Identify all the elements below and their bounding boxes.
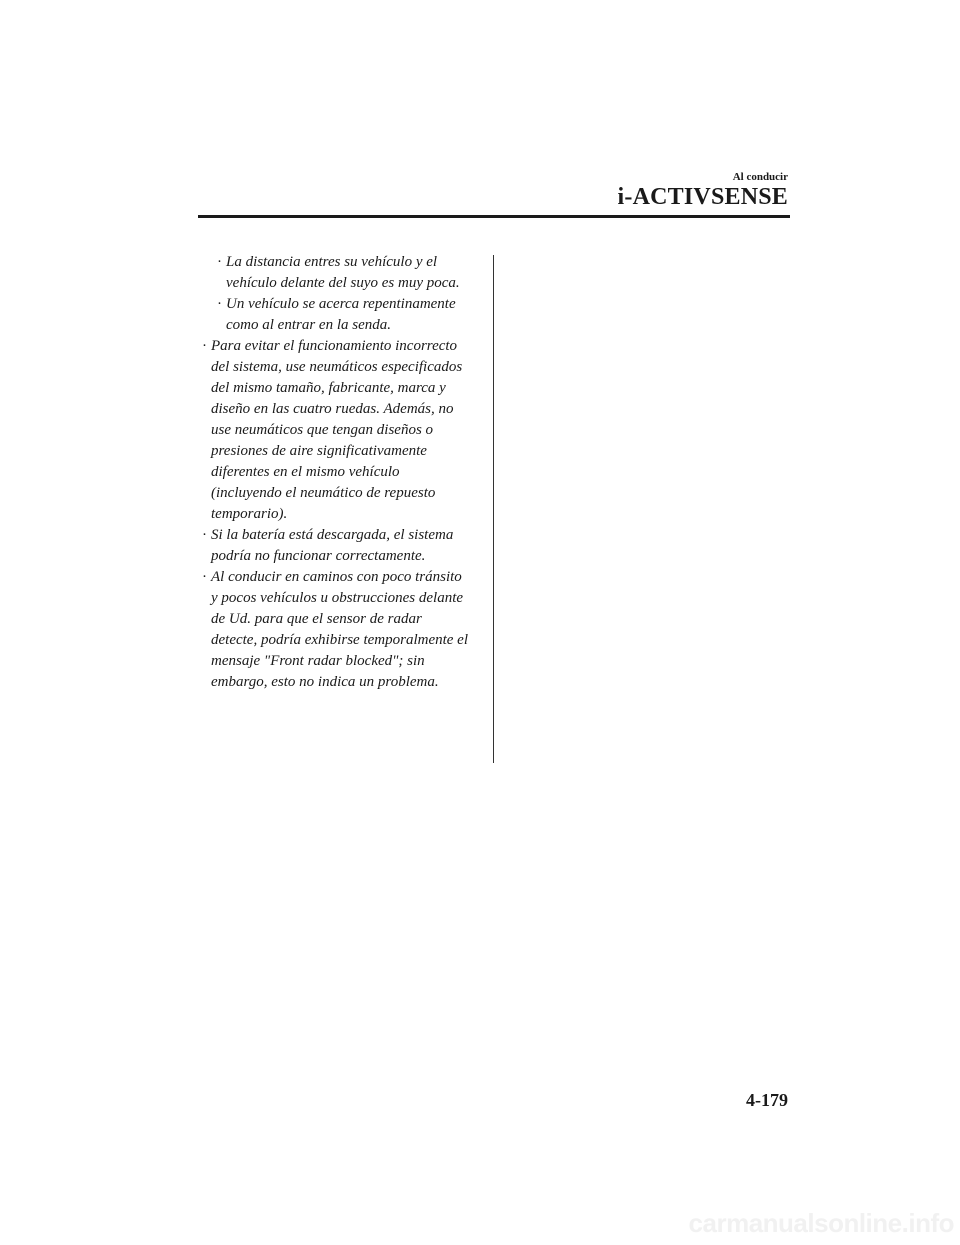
- list-item-text: Al conducir en caminos con poco tránsito y pocos vehículos u obstrucciones delante de Ud. para que el sensor de radar detecte, podría exhibirse temporalmente el mensaje "Front radar blocked"; sin embargo, esto no indica un problema.: [211, 569, 469, 690]
- bullet-icon: ·: [202, 569, 207, 585]
- page-number: 4-179: [746, 1090, 788, 1110]
- column-divider: [493, 255, 494, 763]
- list-item: [215, 252, 470, 294]
- watermark: carmanualsonline.info: [688, 1208, 954, 1238]
- list-item-text: Un vehículo se acerca repentinamente como al entrar en la senda.: [226, 296, 456, 333]
- list-item: [200, 525, 470, 567]
- text-column: [200, 252, 470, 693]
- header-divider: [198, 215, 790, 218]
- bullet-icon: ·: [202, 527, 207, 543]
- list-item: [200, 567, 470, 693]
- list-item: [200, 336, 470, 525]
- bullet-icon: ·: [202, 338, 207, 354]
- bullet-icon: ·: [217, 296, 222, 312]
- list-item-text: La distancia entres su vehículo y el vehículo delante del suyo es muy poca.: [226, 254, 460, 291]
- list-item: [215, 294, 470, 336]
- list-item-text: Para evitar el funcionamiento incorrecto del sistema, use neumáticos especificados del mismo tamaño, fabricante, marca y diseño en las cuatro ruedas. Además, no use neumáticos que tengan diseños o presiones de aire significativamente diferentes en el mismo vehículo (incluyendo el neumático de repuesto temporario).: [211, 338, 463, 522]
- section-label: Al conducir: [732, 171, 788, 183]
- bullet-icon: ·: [217, 254, 222, 270]
- list-item-text: Si la batería está descargada, el sistema podría no funcionar correctamente.: [211, 527, 454, 564]
- page-title: i-ACTIVSENSE: [617, 184, 788, 210]
